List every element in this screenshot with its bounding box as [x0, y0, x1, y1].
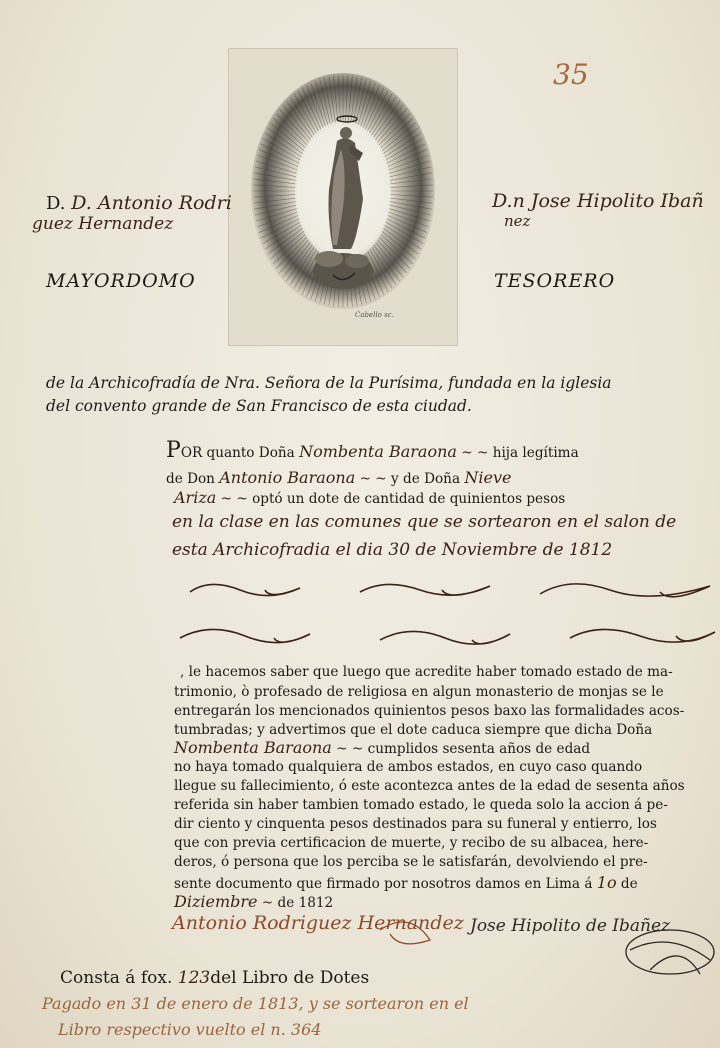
left-name: D. D. Antonio Rodri guez Hernandez	[32, 192, 232, 234]
tesorero-title: TESORERO	[494, 270, 616, 292]
body-line-4-handwritten: en la clase en las comunes que se sortearon en el salon de	[172, 512, 677, 532]
consta-line: Consta á fox. 123del Libro de Dotes	[60, 968, 370, 988]
body-line-2: de Don Antonio Baraona ~ ~ y de Doña Nieve	[166, 468, 512, 487]
body-para-2-line-1: , le hacemos saber que luego que acredite haber tomado estado de ma-	[180, 664, 673, 680]
body-para-2-line-6: no haya tomado qualquiera de ambos estados, en cuyo caso quando	[174, 759, 643, 775]
payment-note-line-1: Pagado en 31 de enero de 1813, y se sortearon en el	[42, 994, 469, 1013]
signature-mayordomo: Antonio Rodriguez Hernandez	[172, 912, 464, 934]
signature-flourish-icon	[150, 890, 720, 980]
engraver-caption: Cabello sc.	[355, 311, 394, 319]
body-para-2-line-4: tumbradas; y advertimos que el dote caduca siempre que dicha Doña	[174, 722, 653, 738]
body-para-2-line-8: referida sin haber tambien tomado estado, le queda solo la accion á pe-	[174, 797, 668, 813]
signature-tesorero: Jose Hipolito de Ibañez	[470, 916, 671, 936]
body-para-2-line-12: sente documento que firmado por nosotros damos en Lima á 1o de	[174, 873, 638, 892]
body-para-2-line-11: deros, ó persona que los perciba se le satisfarán, devolviendo el pre-	[174, 854, 648, 870]
blank-flourishes-icon	[170, 570, 720, 670]
body-para-2-line-13: Diziembre ~ de 1812	[174, 892, 334, 911]
folio-number: 35	[553, 58, 589, 91]
body-para-2-line-7: llegue su fallecimiento, ó este acontezca antes de la edad de sesenta años	[174, 778, 685, 794]
mayordomo-title: MAYORDOMO	[46, 270, 196, 292]
payment-note-line-2: Libro respectivo vuelto el n. 364	[58, 1020, 322, 1039]
body-para-2-line-5: Nombenta Baraona ~ ~ cumplidos sesenta años de edad	[174, 738, 591, 757]
intro-text: de la Archicofradía de Nra. Señora de la Purísima, fundada en la iglesia del convento grande de San Francisco de esta ciudad.	[46, 374, 612, 415]
body-line-1: POR quanto Doña Nombenta Baraona ~ ~ hija legítima	[166, 438, 579, 463]
right-name: D.n Jose Hipolito Ibañ nez	[492, 190, 704, 230]
body-line-3: Ariza ~ ~ optó un dote de cantidad de quinientos pesos	[174, 488, 566, 507]
body-line-5-handwritten: esta Archicofradia el dia 30 de Noviembre de 1812	[172, 540, 613, 560]
body-para-2-line-3: entregarán los mencionados quinientos pesos baxo las formalidades acos-	[174, 703, 685, 719]
body-para-2-line-2: trimonio, ò profesado de religiosa en algun monasterio de monjas se le	[174, 684, 664, 700]
engraving-plate	[228, 48, 458, 346]
body-para-2-line-9: dir ciento y cinquenta pesos destinados para su funeral y entierro, los	[174, 816, 657, 832]
virgin-mary-engraving-icon	[229, 49, 457, 345]
body-para-2-line-10: que con previa certificacion de muerte, y recibo de su albacea, here-	[174, 835, 649, 851]
